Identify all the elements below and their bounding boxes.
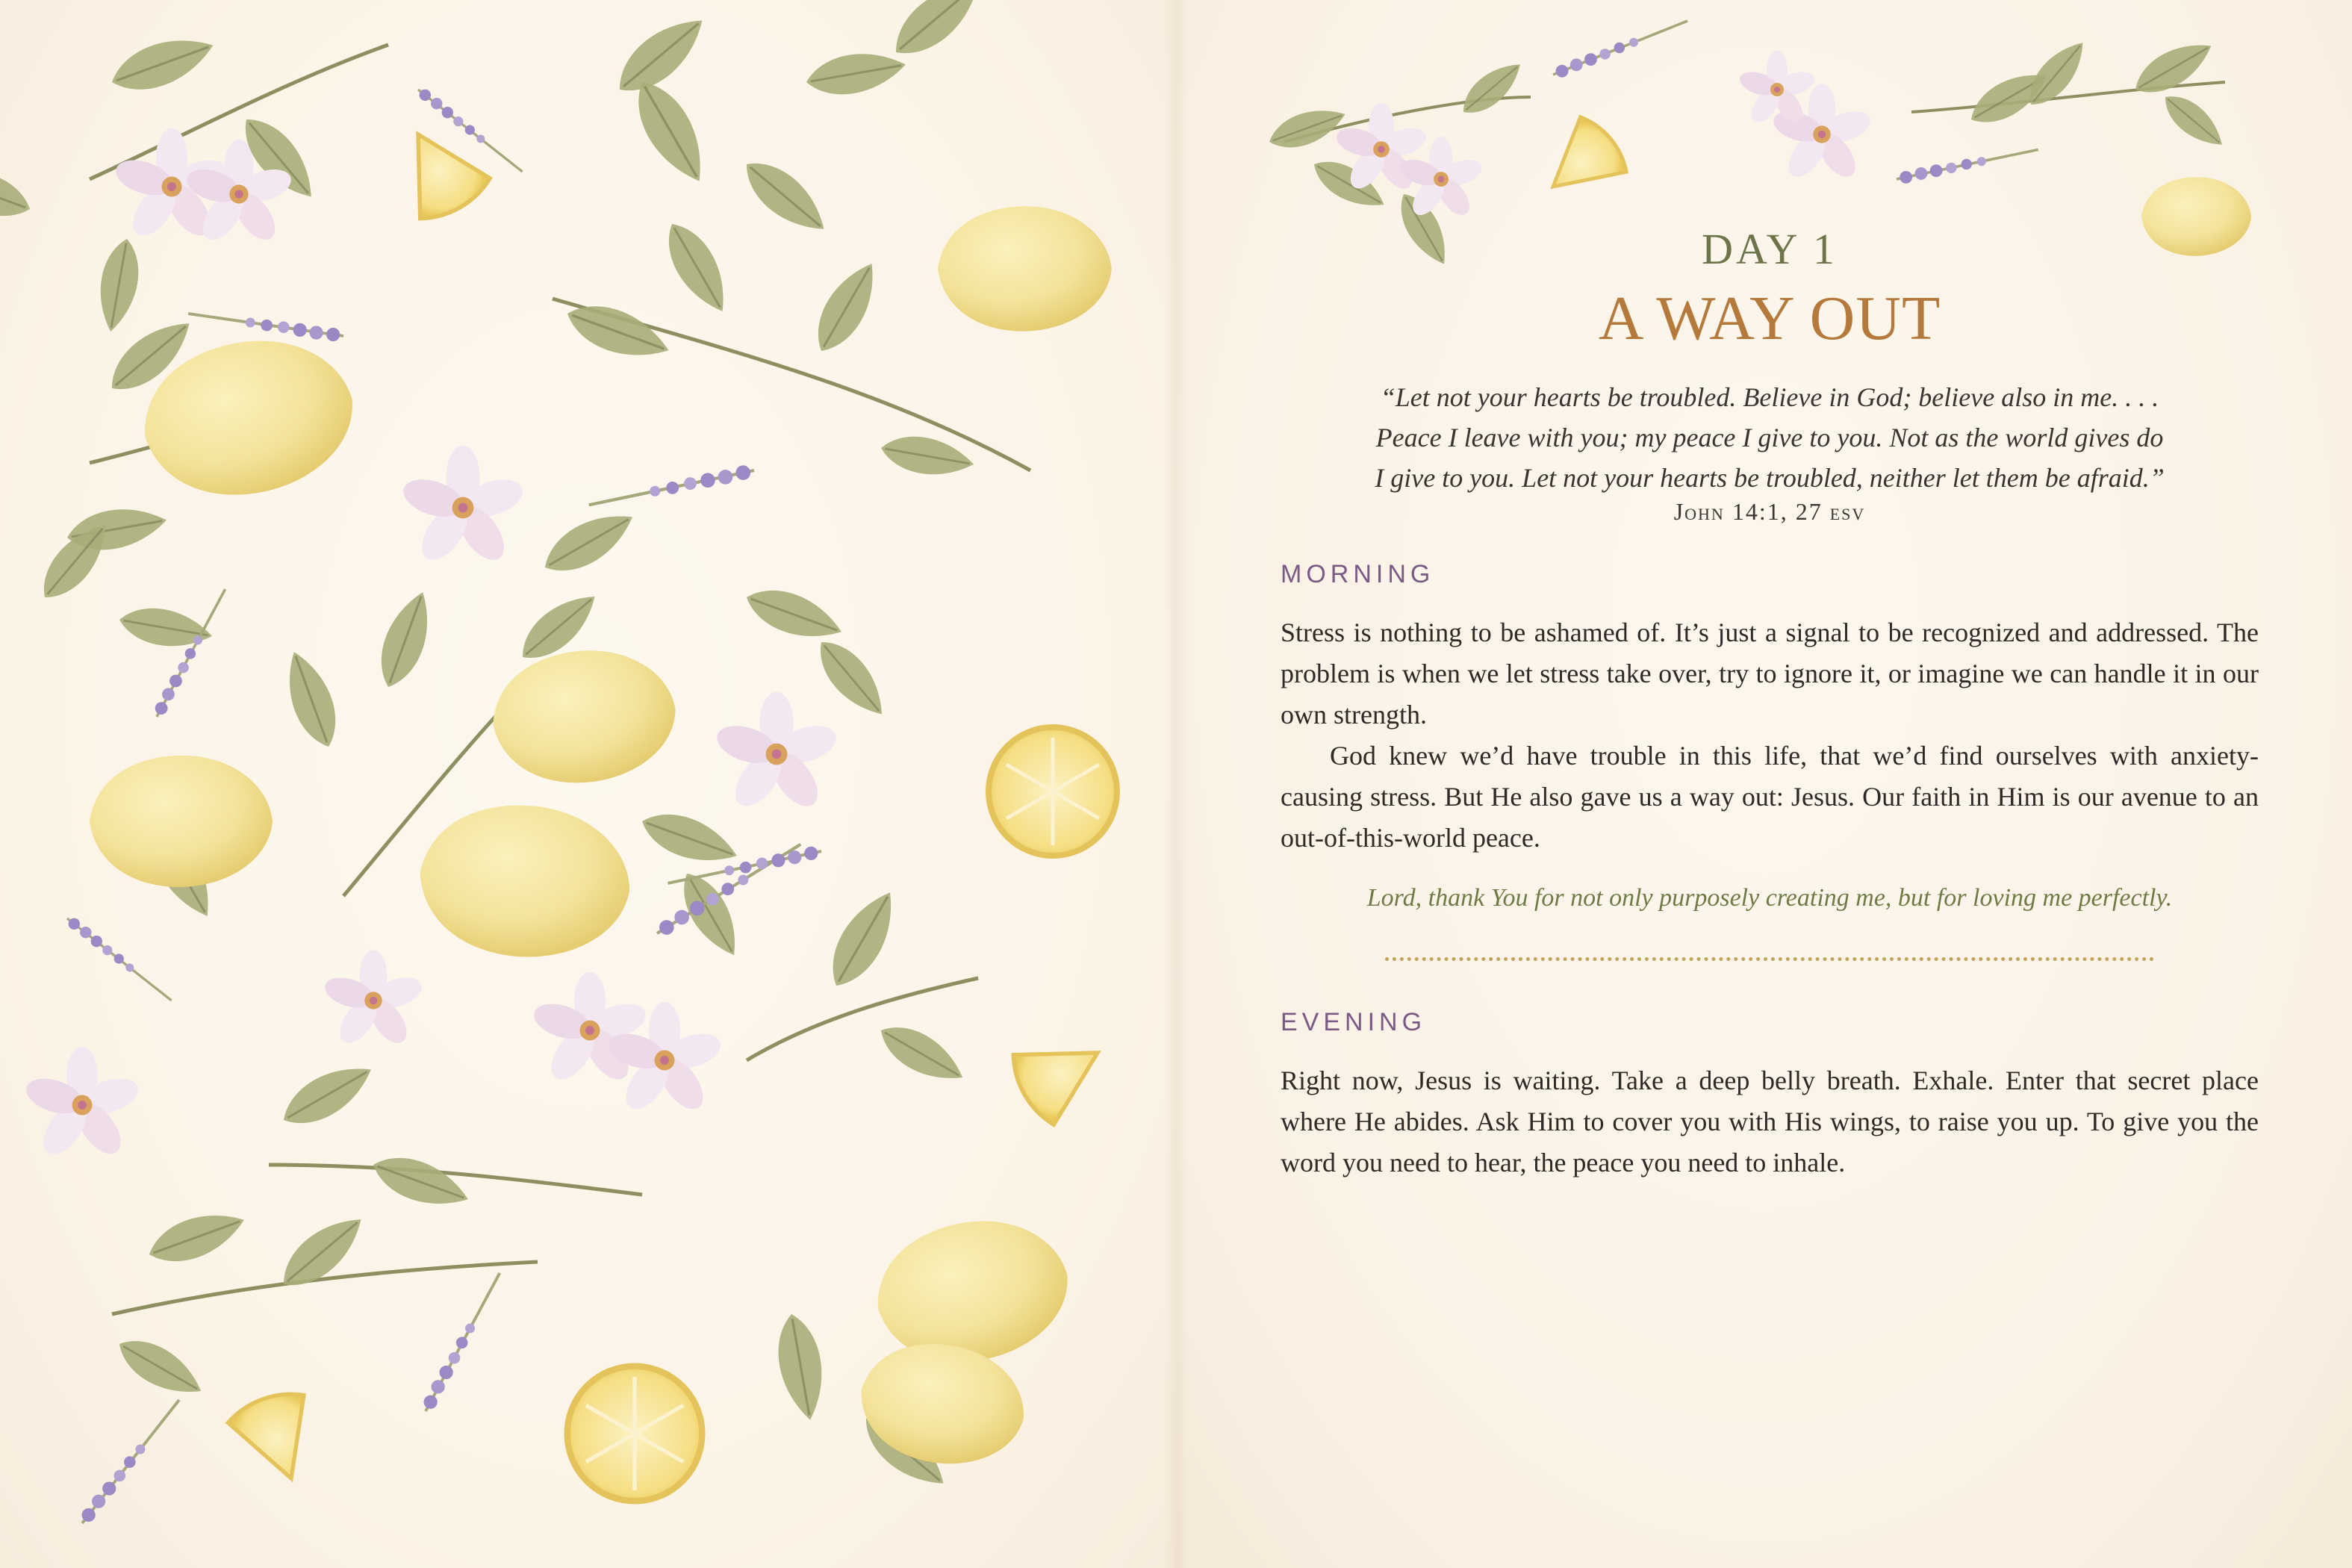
scripture-line: Peace I leave with you; my peace I give to you. Not as the world gives do bbox=[1375, 423, 2164, 452]
morning-paragraph: Stress is nothing to be ashamed of. It’s just a signal to be recognized and addressed. The problem is when we let stress take over, try to ignore it, or imagine we can handle it in our own strength. bbox=[1281, 617, 2259, 729]
morning-body bbox=[1281, 612, 2259, 859]
dotted-divider bbox=[1385, 957, 2154, 961]
morning-paragraph: God knew we’d have trouble in this life, that we’d find ourselves with anxiety-causing stress. But He also gave us a way out: Jesus. Our faith in Him is our avenue to an out-of-this-world peace. bbox=[1281, 741, 2259, 853]
scripture-line: I give to you. Let not your hearts be troubled, neither let them be afraid.” bbox=[1375, 463, 2165, 493]
page-title: A WAY OUT bbox=[1598, 284, 1941, 353]
evening-body bbox=[1281, 1060, 2259, 1183]
morning-prayer: Lord, thank You for not only purposely creating me, but for loving me perfectly. bbox=[1366, 884, 2173, 912]
evening-heading: EVENING bbox=[1281, 1008, 1427, 1036]
day-label: DAY 1 bbox=[1702, 225, 1838, 273]
morning-heading: MORNING bbox=[1281, 560, 1435, 588]
evening-paragraph: Right now, Jesus is waiting. Take a deep belly breath. Exhale. Enter that secret place where He abides. Ask Him to cover you with His wings, to raise you up. To give you the word you need to hear, the peace you need to inhale. bbox=[1281, 1065, 2259, 1177]
scripture-reference: John 14:1, 27 esv bbox=[1673, 498, 1866, 525]
scripture-line: “Let not your hearts be troubled. Believe in God; believe also in me. . . . bbox=[1380, 382, 2159, 412]
scripture-quote bbox=[1284, 377, 2255, 498]
left-page-botanicals bbox=[0, 0, 1118, 1525]
